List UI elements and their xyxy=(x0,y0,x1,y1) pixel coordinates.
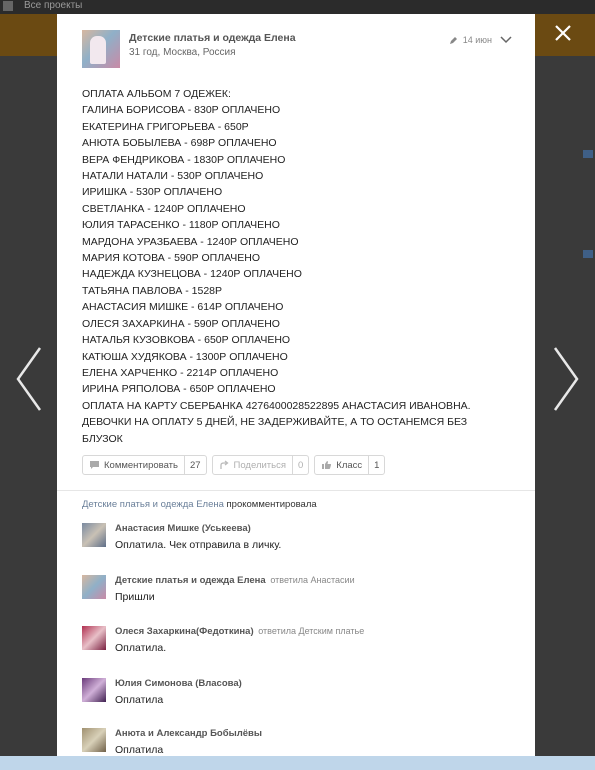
like-button[interactable] xyxy=(314,455,385,475)
comment-item xyxy=(82,523,512,563)
share-label: Поделиться xyxy=(233,459,286,471)
comment-count: 27 xyxy=(184,456,206,474)
post-header xyxy=(82,30,512,70)
author-avatar[interactable] xyxy=(82,30,120,68)
comment-item xyxy=(82,678,512,718)
site-side-decoration xyxy=(583,150,593,158)
commenter-name[interactable]: Юлия Симонова (Власова) xyxy=(115,678,242,689)
commenter-name[interactable]: Анюта и Александр Бобылёвы xyxy=(115,728,262,739)
comment-text: Оплатила. xyxy=(115,642,167,654)
post-meta xyxy=(449,33,512,47)
comment-button[interactable] xyxy=(82,455,207,475)
comment-text: Оплатила xyxy=(115,694,164,706)
reply-to: ответила Детским платье xyxy=(258,626,365,636)
chevron-down-icon[interactable] xyxy=(500,36,512,44)
comments-author-link[interactable]: Детские платья и одежда Елена xyxy=(82,499,224,510)
chevron-left-icon xyxy=(14,346,44,412)
like-count: 1 xyxy=(368,456,384,474)
all-projects-link[interactable]: Все проекты xyxy=(24,0,83,11)
share-count: 0 xyxy=(292,456,308,474)
commenter-name[interactable]: Анастасия Мишке (Уськеева) xyxy=(115,523,251,534)
pencil-icon[interactable] xyxy=(449,36,458,45)
commenter-avatar[interactable] xyxy=(82,575,106,599)
chevron-right-icon xyxy=(551,346,581,412)
post-actions xyxy=(82,455,390,477)
post-date: 14 июн xyxy=(462,35,492,45)
site-side-decoration xyxy=(583,250,593,258)
comment-text: Оплатила xyxy=(115,744,164,756)
site-top-bar xyxy=(0,0,595,14)
divider xyxy=(57,490,535,491)
commenter-name[interactable]: Олеся Захаркина(Федоткина) ответила Детским платье xyxy=(115,626,365,637)
comment-text: Пришли xyxy=(115,591,155,603)
share-button[interactable] xyxy=(212,455,310,475)
commenter-avatar[interactable] xyxy=(82,728,106,752)
comment-text: Оплатила. Чек отправила в личку. xyxy=(115,539,282,551)
author-info: 31 год, Москва, Россия xyxy=(129,47,236,58)
next-photo-button[interactable] xyxy=(551,346,581,412)
close-button[interactable] xyxy=(552,22,574,44)
commenter-avatar[interactable] xyxy=(82,626,106,650)
previous-photo-button[interactable] xyxy=(14,346,44,412)
comments-header xyxy=(82,499,317,510)
close-icon xyxy=(552,22,574,44)
commenter-avatar[interactable] xyxy=(82,678,106,702)
commenter-name[interactable]: Детские платья и одежда Елена ответила Анастасии xyxy=(115,575,355,586)
author-name[interactable]: Детские платья и одежда Елена xyxy=(129,32,296,44)
comment-label: Комментировать xyxy=(104,459,178,471)
thumbs-up-icon xyxy=(321,460,332,470)
commenter-avatar[interactable] xyxy=(82,523,106,547)
post-modal xyxy=(57,14,535,756)
speech-bubble-icon xyxy=(89,460,100,470)
site-logo xyxy=(3,1,13,11)
reply-to: ответила Анастасии xyxy=(270,575,355,585)
like-label: Класс xyxy=(336,459,363,471)
comments-verb: прокомментировала xyxy=(226,499,317,510)
post-text: ОПЛАТА АЛЬБОМ 7 ОДЕЖЕК: ГАЛИНА БОРИСОВА - 830Р ОПЛАЧЕНО ЕКАТЕРИНА ГРИГОРЬЕВА - 650Р АНЮТА БОБЫЛЕВА - 698Р ОПЛАЧЕНО ВЕРА ФЕНДРИКОВА - 1830Р ОПЛАЧЕНО НАТАЛИ НАТАЛИ - 530Р ОПЛАЧЕНО ИРИШКА - 530Р ОПЛАЧЕНО СВЕТЛАНКА - 1240Р ОПЛАЧЕНО ЮЛИЯ ТАРАСЕНКО - 1180Р ОПЛАЧЕНО МАРДОНА УРАЗБАЕВА - 1240Р ОПЛАЧЕНО МАРИЯ КОТОВА - 590Р ОПЛАЧЕНО НАДЕЖДА КУЗНЕЦОВА - 1240Р ОПЛАЧЕНО ТАТЬЯНА ПАВЛОВА - 1528Р АНАСТАСИЯ МИШКЕ - 614Р ОПЛАЧЕНО ОЛЕСЯ ЗАХАРКИНА - 590Р ОПЛАЧЕНО НАТАЛЬЯ КУЗОВКОВА - 650Р ОПЛАЧЕНО КАТЮША ХУДЯКОВА - 1300Р ОПЛАЧЕНО ЕЛЕНА ХАРЧЕНКО - 2214Р ОПЛАЧЕНО ИРИНА РЯПОЛОВА - 650Р ОПЛАЧЕНО ОПЛАТА НА КАРТУ СБЕРБАНКА 4276400028522895 АНАСТАСИЯ ИВАНОВНА. ДЕВОЧКИ НА ОПЛАТУ 5 ДНЕЙ, НЕ ЗАДЕРЖИВАЙТЕ, А ТО ОСТАНЕМСЯ БЕЗ БЛУЗОК xyxy=(82,88,471,445)
comment-item xyxy=(82,626,512,666)
comment-item xyxy=(82,728,512,756)
share-arrow-icon xyxy=(219,460,230,470)
site-footer-strip xyxy=(0,756,595,770)
comment-item xyxy=(82,575,512,615)
